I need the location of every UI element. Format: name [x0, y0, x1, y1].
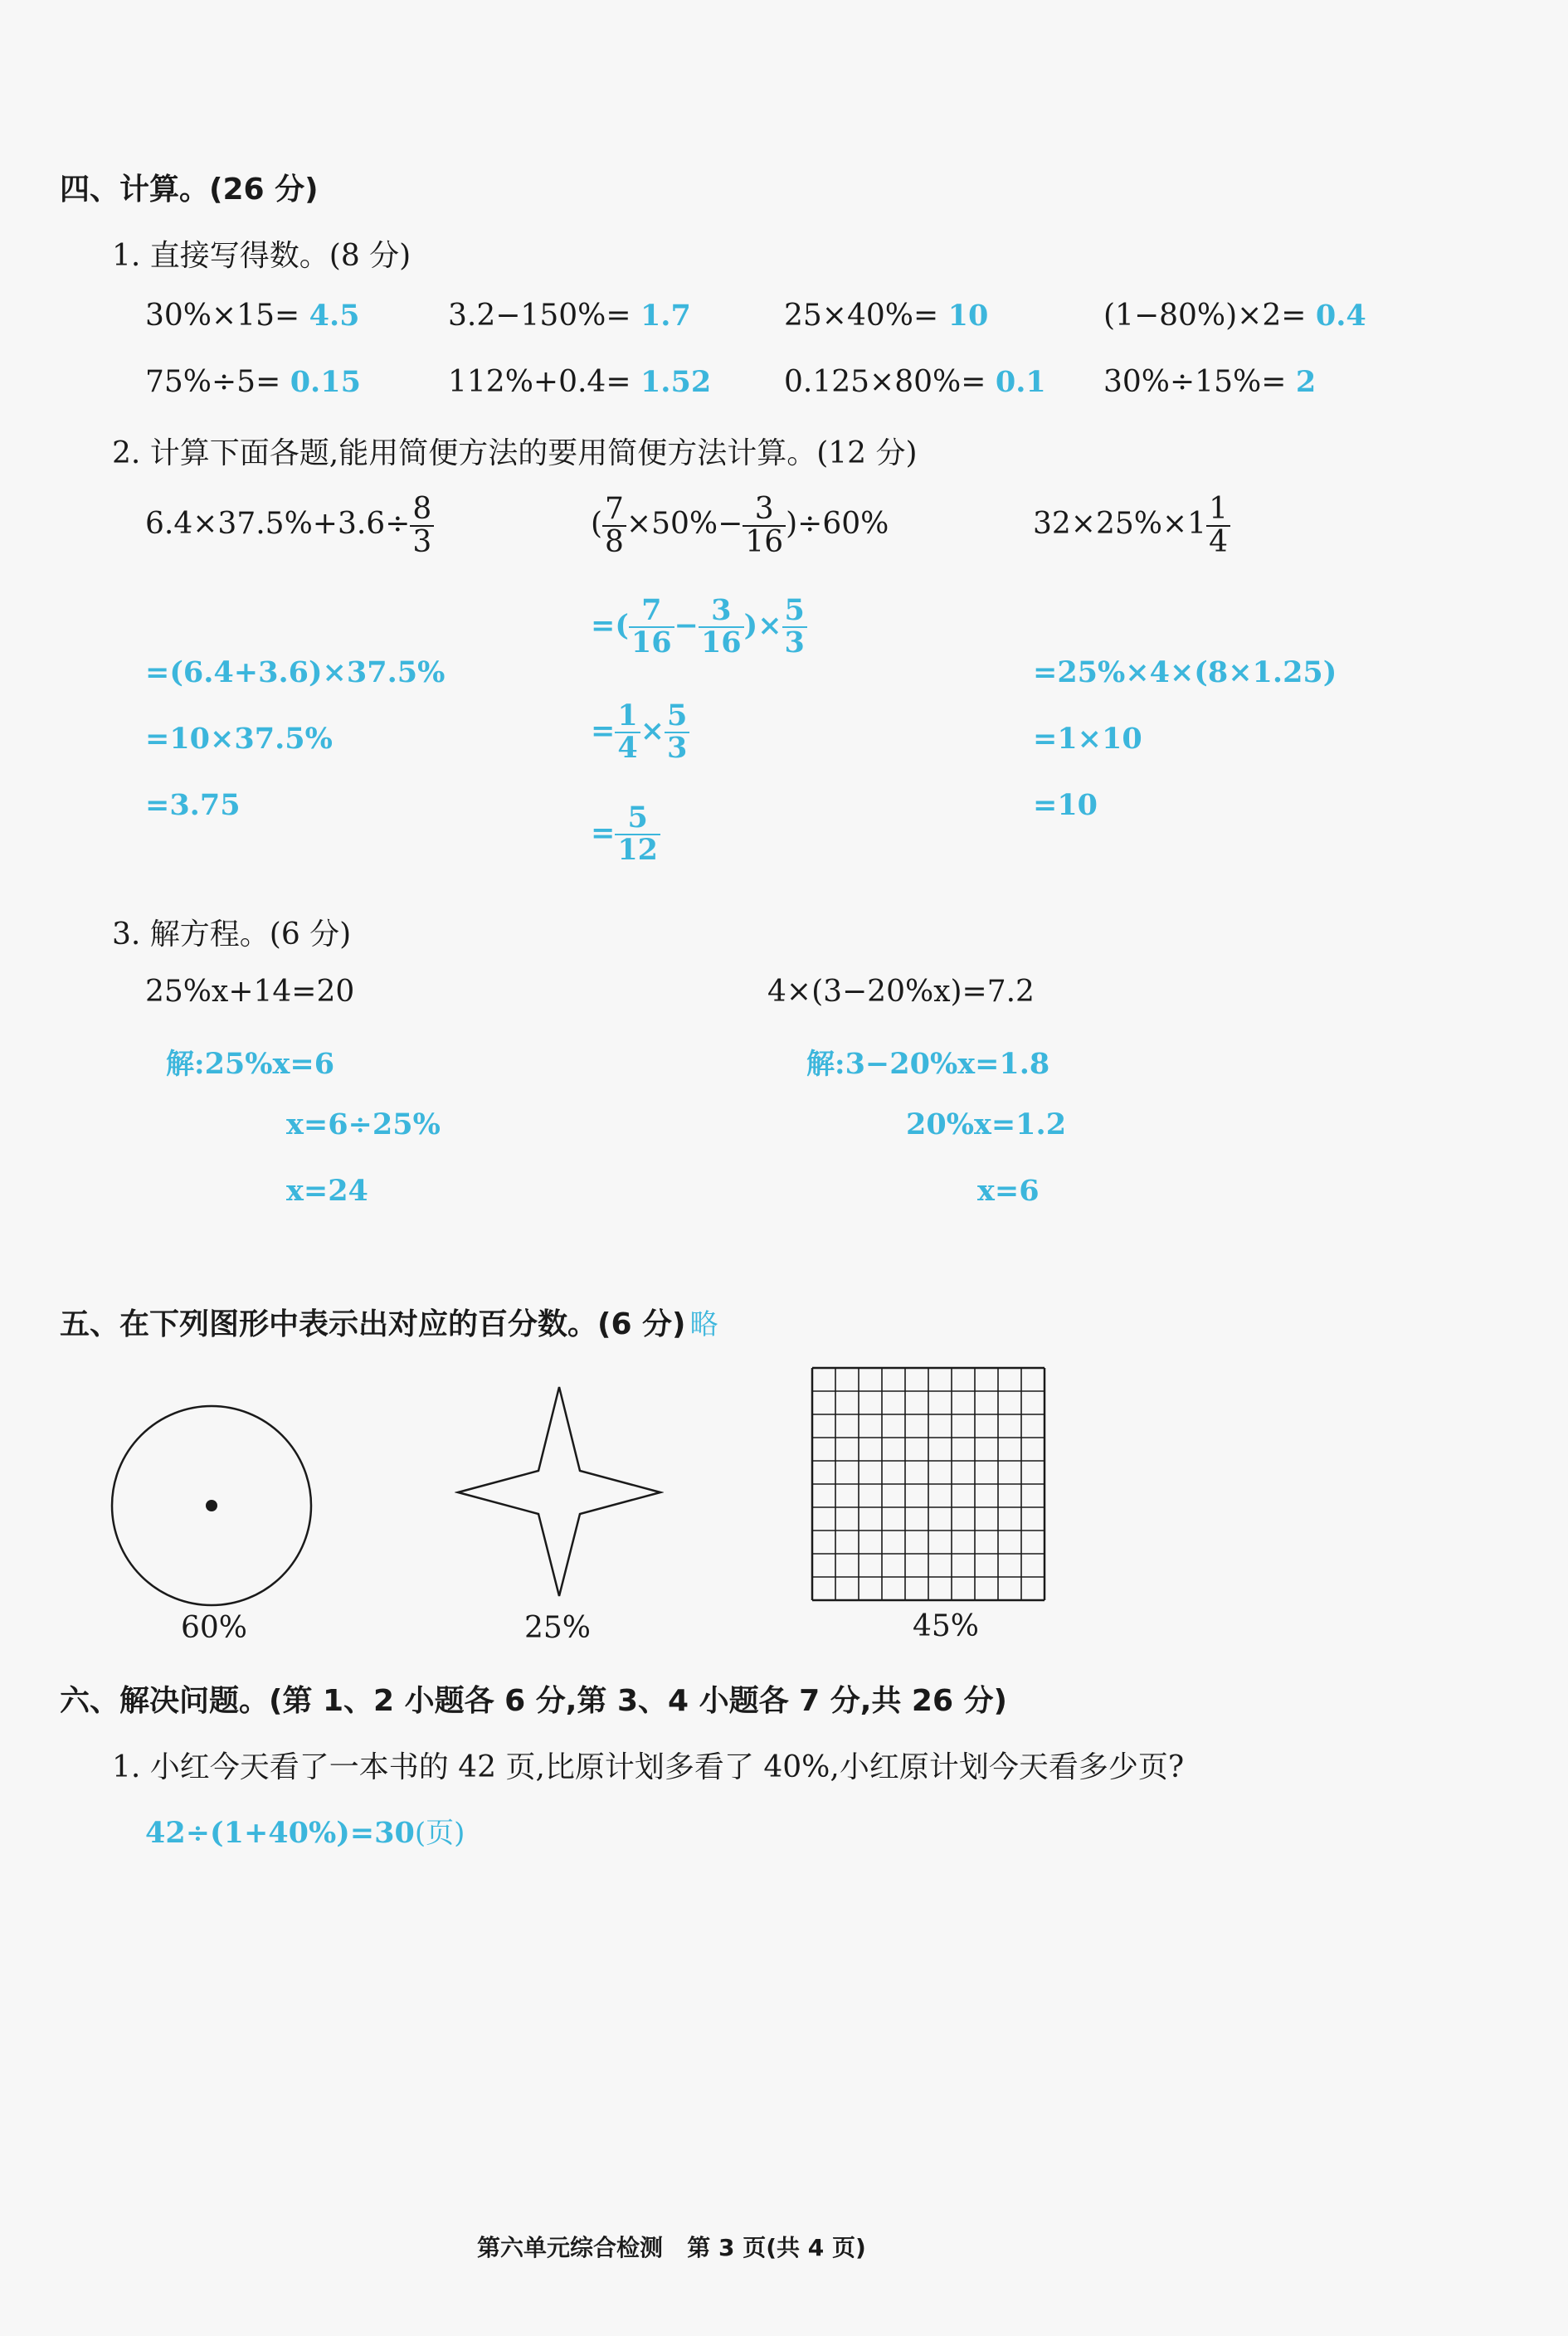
answer: 0.15	[290, 365, 361, 399]
answer: 10	[947, 299, 989, 333]
q2-problem-3: 32×25%×1 $\frac{1}{4}$	[1033, 494, 1230, 558]
q3-e2-step3: x=6	[977, 1174, 1040, 1208]
q1-title: 1. 直接写得数。(8 分)	[112, 239, 411, 273]
answer: 1.52	[640, 365, 712, 399]
q2-p3-step2: =1×10	[1033, 722, 1142, 756]
q2-p1-step1: =(6.4+3.6)×37.5%	[145, 655, 446, 689]
q1-item: 0.125×80%= 0.1	[784, 365, 1046, 399]
q1-item: 30%÷15%= 2	[1103, 365, 1317, 399]
q2-problem-2: ( $\frac{7}{8}$ ×50%− $\frac{3}{16}$ )÷60%	[591, 492, 889, 559]
answer: 4.5	[309, 299, 360, 333]
q1-item: 112%+0.4= 1.52	[448, 365, 712, 399]
q3-equation-1: 25%x+14=20	[145, 975, 355, 1009]
star-label: 25%	[524, 1611, 592, 1645]
q2-title: 2. 计算下面各题,能用简便方法的要用简便方法计算。(12 分)	[112, 436, 918, 470]
q2-problem-1: 6.4×37.5%+3.6÷ $\frac{8}{3}$	[145, 494, 434, 558]
star-figure	[455, 1384, 664, 1599]
q1-item: 25×40%= 10	[784, 299, 989, 333]
answer: 1.7	[640, 299, 691, 333]
q3-equation-2: 4×(3−20%x)=7.2	[767, 975, 1035, 1009]
q2-p3-step3: =10	[1033, 788, 1098, 822]
q1-item: 3.2−150%= 1.7	[448, 299, 691, 333]
circle-label: 60%	[181, 1611, 248, 1645]
sec6-q1-answer: 42÷(1+40%)=30(页)	[145, 1816, 465, 1850]
section-5-answer: 略	[689, 1308, 718, 1341]
q3-e1-step3: x=24	[286, 1174, 368, 1208]
q3-e2-step1: 解:3−20%x=1.8	[806, 1047, 1050, 1081]
circle-figure	[108, 1402, 315, 1609]
q3-e1-step1: 解:25%x=6	[166, 1047, 335, 1081]
q2-p2-step1: =( $\frac{7}{16}$ − $\frac{3}{16}$ )× $\frac{5}{3}$	[591, 596, 807, 659]
section-6-title: 六、解决问题。(第 1、2 小题各 6 分,第 3、4 小题各 7 分,共 26 分)	[60, 1684, 1007, 1718]
q2-p1-step2: =10×37.5%	[145, 722, 333, 756]
section-5-header	[60, 1301, 718, 1343]
q2-p2-step2: = $\frac{1}{4}$ × $\frac{5}{3}$	[591, 701, 689, 764]
answer: 2	[1295, 365, 1317, 399]
section-5-title: 五、在下列图形中表示出对应的百分数。(6 分)	[60, 1307, 686, 1341]
grid-label: 45%	[913, 1609, 980, 1643]
answer: 0.4	[1315, 299, 1366, 333]
page-footer: 第六单元综合检测 第 3 页(共 4 页)	[477, 2234, 866, 2261]
q3-e1-step2: x=6÷25%	[286, 1107, 441, 1141]
q2-p2-step3: = $\frac{5}{12}$	[591, 803, 660, 866]
sec6-q1-text: 1. 小红今天看了一本书的 42 页,比原计划多看了 40%,小红原计划今天看多少页?	[112, 1750, 1185, 1784]
grid-figure	[810, 1365, 1047, 1603]
q2-p3-step1: =25%×4×(8×1.25)	[1033, 655, 1337, 689]
q1-item: 75%÷5= 0.15	[145, 365, 361, 399]
q2-p1-step3: =3.75	[145, 788, 241, 822]
q1-item: (1−80%)×2= 0.4	[1103, 299, 1366, 333]
section-4-title: 四、计算。(26 分)	[60, 173, 319, 207]
q3-e2-step2: 20%x=1.2	[906, 1107, 1067, 1141]
answer: 0.1	[995, 365, 1046, 399]
q3-title: 3. 解方程。(6 分)	[112, 917, 352, 951]
q1-item: 30%×15= 4.5	[145, 299, 360, 333]
